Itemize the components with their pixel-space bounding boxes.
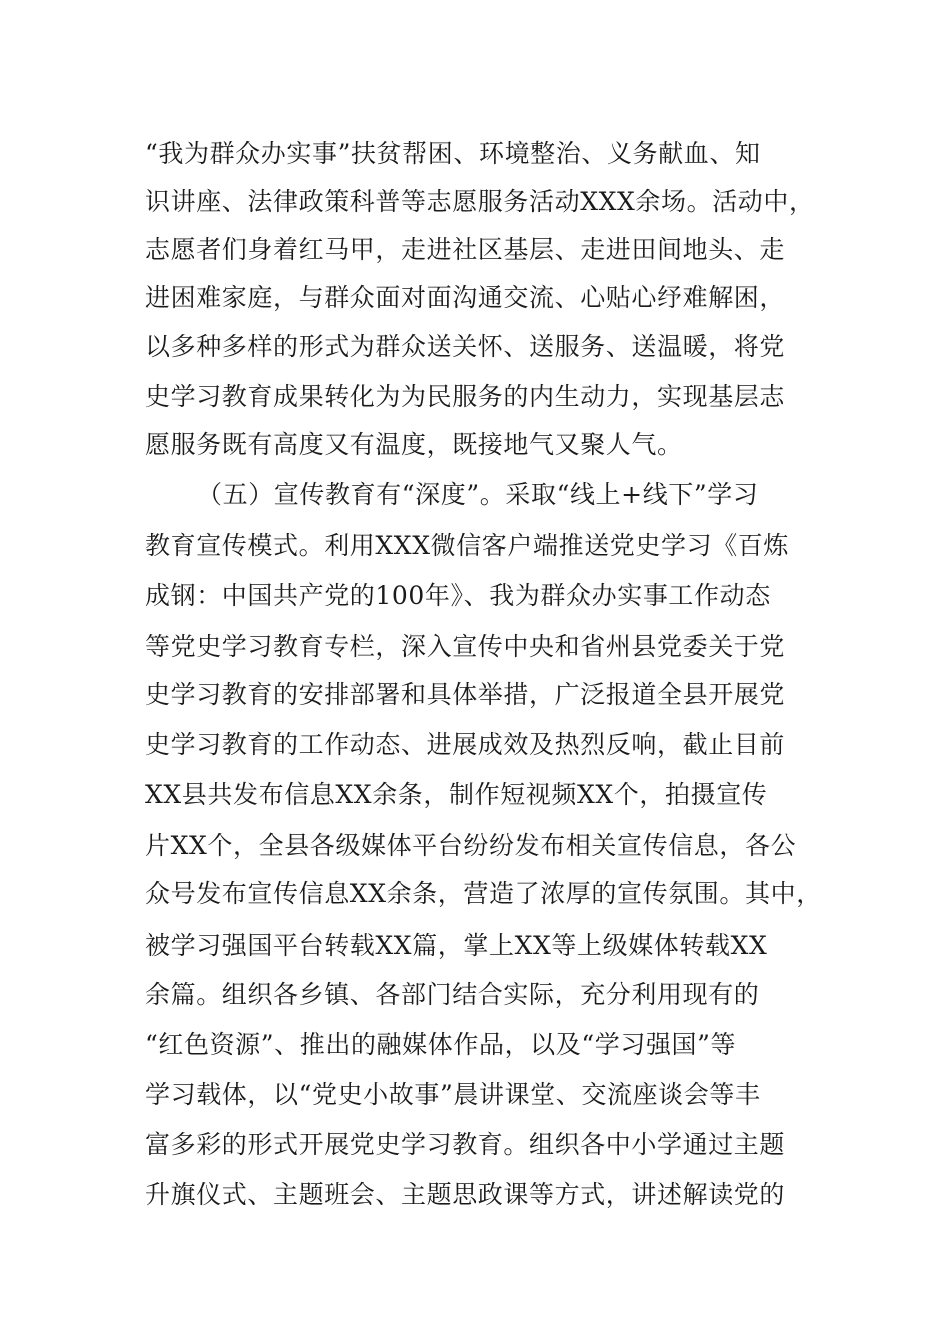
body-text-line: 志愿者们身着红马甲，走进社区基层、走进田间地头、走 <box>145 235 786 264</box>
body-text-line: XX县共发布信息XX余条，制作短视频XX个，拍摄宣传 <box>145 780 768 809</box>
body-text-line: 成钢：中国共产党的100年》、我为群众办实事工作动态 <box>145 581 771 610</box>
body-text-line: 史学习教育成果转化为为民服务的内生动力，实现基层志 <box>145 382 786 411</box>
body-text-line: “红色资源”、推出的融媒体作品，以及“学习强国”等 <box>145 1030 737 1059</box>
section-heading-line: （五）宣传教育有“深度”。采取“线上+线下”学习 <box>197 480 759 509</box>
body-text-line: 学习载体，以“党史小故事”晨讲课堂、交流座谈会等丰 <box>145 1080 761 1109</box>
body-text-line: 史学习教育的工作动态、进展成效及热烈反响，截止目前 <box>145 730 786 759</box>
body-text-line: 升旗仪式、主题班会、主题思政课等方式，讲述解读党的 <box>145 1180 786 1209</box>
body-text-line: 富多彩的形式开展党史学习教育。组织各中小学通过主题 <box>145 1130 786 1159</box>
body-text-line: 余篇。组织各乡镇、各部门结合实际，充分利用现有的 <box>145 980 760 1009</box>
body-text-line: 片XX个，全县各级媒体平台纷纷发布相关宣传信息，各公 <box>145 831 797 860</box>
body-text-line: 进困难家庭，与群众面对面沟通交流、心贴心纾难解困， <box>145 283 786 312</box>
body-text-line: 以多种多样的形式为群众送关怀、送服务、送温暖，将党 <box>145 332 786 361</box>
body-text-line: 等党史学习教育专栏，深入宣传中央和省州县党委关于党 <box>145 632 786 661</box>
body-text-line: “我为群众办实事”扶贫帮困、环境整治、义务献血、知 <box>145 139 761 168</box>
body-text-line: 识讲座、法律政策科普等志愿服务活动XXX余场。活动中， <box>145 187 815 216</box>
body-text-line: 史学习教育的安排部署和具体举措，广泛报道全县开展党 <box>145 680 786 709</box>
body-text-line: 众号发布宣传信息XX余条，营造了浓厚的宣传氛围。其中， <box>145 879 822 908</box>
body-text-line: 被学习强国平台转载XX篇，掌上XX等上级媒体转载XX <box>145 931 768 960</box>
body-text-line: 教育宣传模式。利用XXX微信客户端推送党史学习《百炼 <box>145 531 789 560</box>
body-text-line: 愿服务既有高度又有温度，既接地气又聚人气。 <box>145 430 683 459</box>
